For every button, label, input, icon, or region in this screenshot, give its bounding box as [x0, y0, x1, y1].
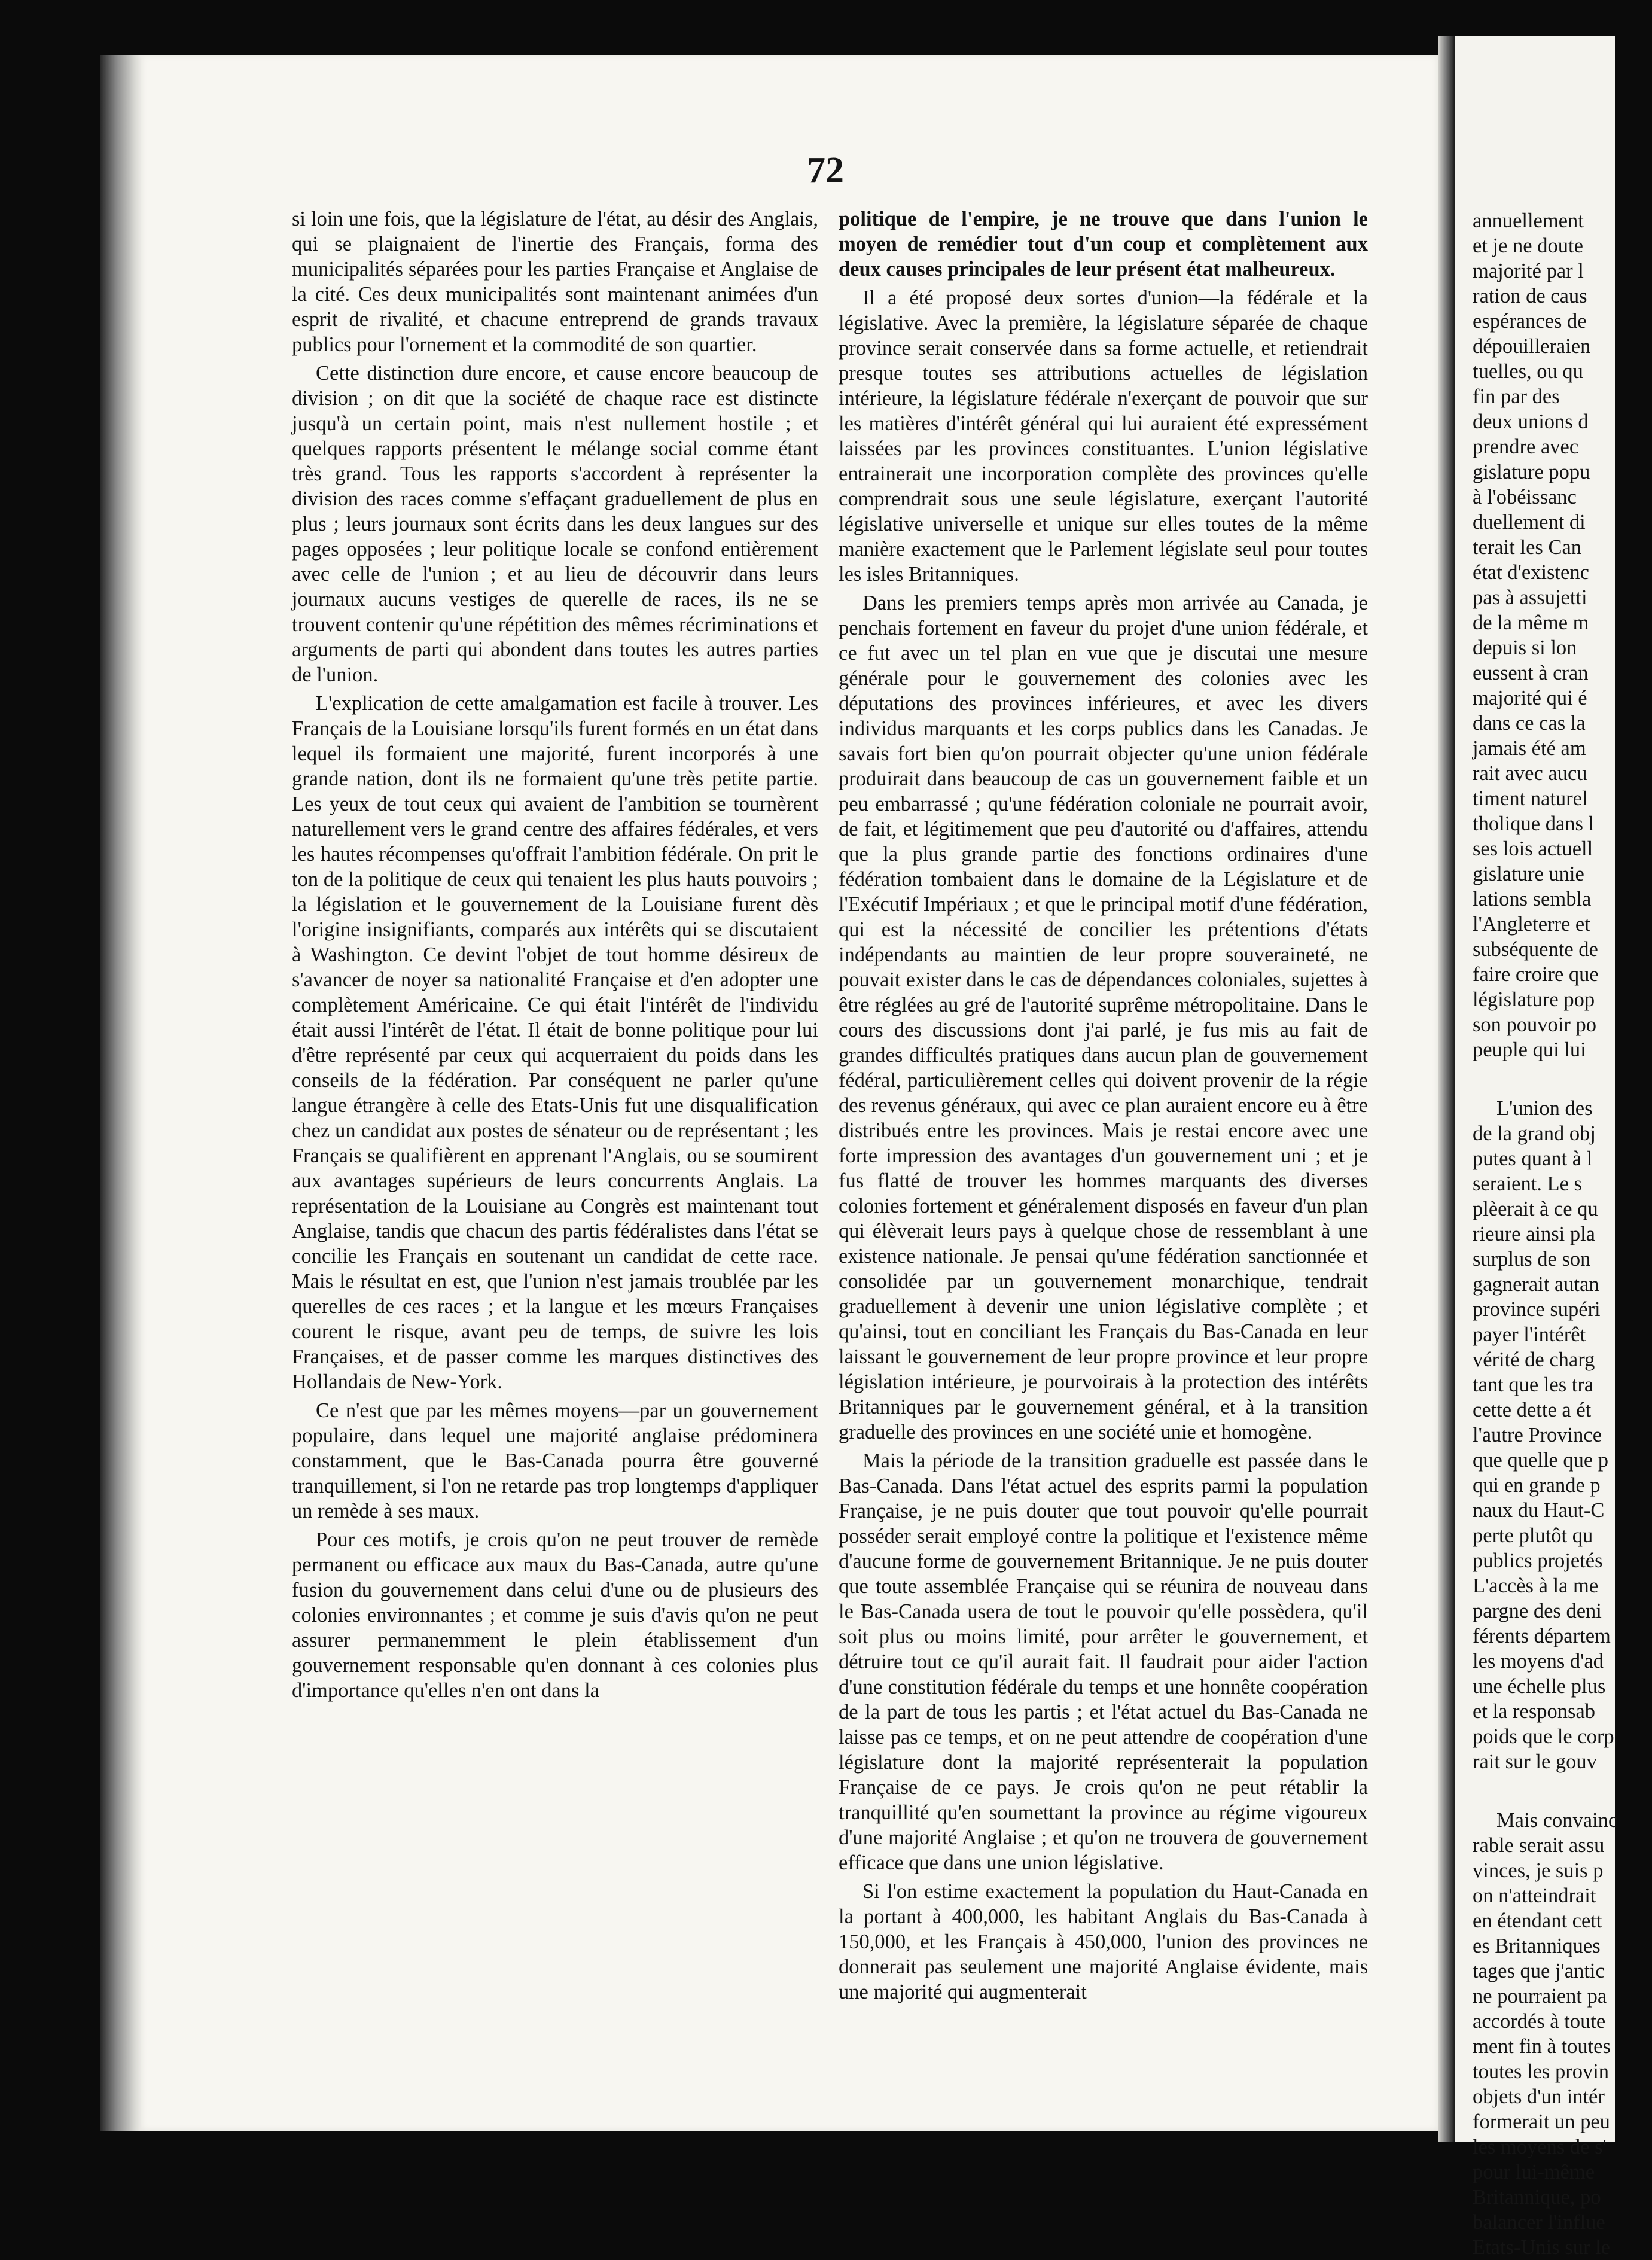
text-line: Mais convainc [1496, 1809, 1618, 1832]
text-line: de la grand obj [1473, 1122, 1596, 1145]
text-line: naux du Haut-C [1473, 1499, 1605, 1522]
text-line: et je ne doute [1473, 234, 1583, 257]
text-line: ration de caus [1473, 285, 1587, 307]
paragraph: politique de l'empire, je ne trouve que dans l'union le moyen de remédier tout d'un coup et complètement aux deux causes principales de leur présent état malheureux. [839, 208, 1368, 281]
paragraph: Si l'on estime exactement la population du Haut-Canada en la portant à 400,000, les habitant Anglais du Bas-Canada à 150,000, et les Français à 450,000, l'union des provinces ne donnerait pas seulement une majorité Anglaise évidente, mais une majorité qui augmenterait [839, 1880, 1368, 2003]
text-line: rable serait assu [1473, 1834, 1605, 1857]
text-line: faire croire que [1473, 963, 1599, 986]
paragraph: L'explication de cette amalgamation est facile à trouver. Les Français de la Louisiane lorsqu'ils furent formés en un état dans lequel ils formaient une majorité, furent incorporés à une grande nation, dont ils ne formaient qu'une très petite partie. Les yeux de tout ceux qui avaient de l'ambition se tournèrent naturellement vers le grand centre des affaires fédérales, et vers les hautes récompenses qu'offrait l'ambition fédérale. On prit le ton de la politique de ceux qui tenaient les plus hauts pouvoirs ; la législation et le gouvernement de la Louisiane furent dès l'origine insignifiants, comparés aux intérêts qui se discutaient à Washington. Ce devint l'objet de tout homme désireux de s'avancer de noyer sa nationalité Française et d'en adopter une complètement Américaine. Ce qui était l'intérêt de l'individu était aussi l'intérêt de l'état. Il était de bonne politique pour lui d'être représenté par ceux qui acquerraient du poids dans les conseils de la fédération. Par conséquent ne parler qu'une langue étrangère à celle des Etats-Unis fut une disqualification chez un candidat aux postes de sénateur ou de représentant ; les Français se qualifièrent en apprenant l'Anglais, ou se soumirent aux avantages supérieurs de leurs concurrents Anglais. La représentation de la Louisiane au Congrès est maintenant tout Anglaise, tandis que chacun des partis fédéralistes dans l'état se concilie les Français en soutenant un candidat de cette race. Mais le résultat en est, que l'union n'est jamais troublée par les querelles de ces races ; et la langue et les mœurs Françaises courent le risque, avant peu de temps, de suivre les lois Françaises, et de passer comme les marques distinctives des Hollandais de New-York. [292, 692, 818, 1393]
text-line: tholique dans l [1473, 812, 1595, 835]
text-line: majorité par l [1473, 260, 1584, 282]
text-line: perte plutôt qu [1473, 1524, 1593, 1547]
right-column [839, 206, 1368, 2008]
text-line: plèerait à ce qu [1473, 1198, 1598, 1220]
text-line: vinces, je suis p [1473, 1859, 1604, 1882]
text-line: son pouvoir po [1473, 1013, 1596, 1036]
text-line: à l'obéissanc [1473, 486, 1577, 508]
text-line: peuple qui lui [1473, 1038, 1586, 1061]
paragraph: si loin une fois, que la législature de l'état, au désir des Anglais, qui se plaignaient de l'inertie des Français, forma des municipalités séparées pour les parties Française et Anglaise de la cité. Ces deux municipalités sont maintenant animées d'un esprit de rivalité, et chacune entreprend de grands travaux publics pour l'ornement et la commodité de son quartier. [292, 208, 818, 356]
text-line: gislature popu [1473, 461, 1590, 483]
text-line: lations sembla [1473, 888, 1592, 910]
left-column [292, 206, 818, 1707]
text-line: subséquente de [1473, 938, 1598, 961]
text-line: espérances de [1473, 310, 1587, 333]
text-line: législature pop [1473, 988, 1595, 1011]
text-line: objets d'un intér [1473, 2085, 1605, 2108]
text-line: état d'existenc [1473, 561, 1589, 584]
text-line: on n'atteindrait [1473, 1884, 1596, 1907]
text-line: dans ce cas la [1473, 712, 1586, 735]
text-line: annuellement [1473, 209, 1584, 232]
paragraph: Dans les premiers temps après mon arrivée au Canada, je penchais fortement en faveur du projet d'une union fédérale, et ce fut avec un tel plan en vue que je discutai une mesure générale pour le gouvernement des colonies avec les députations des provinces inférieures, et avec les divers individus marquants et les corps publics dans les Canadas. Je savais fort bien qu'on pourrait objecter qu'une union fédérale produirait dans beaucoup de cas un gouvernement faible et un peu embarrassé ; qu'une fédération coloniale ne pourrait avoir, de fait, et légitimement que peu d'autorité ou d'affaires, attendu que la plus grande partie des fonctions ordinaires d'une fédération tombaient dans le domaine de la Législature et de l'Exécutif Impériaux ; et que le principal motif d'une fédération, qui est la nécessité de concilier les prétentions d'états indépendants au maintien de leur propre souveraineté, ne pouvait exister dans le cas de dépendances coloniales, sujettes à être réglées au gré de l'autorité suprême métropolitaine. Dans le cours des discussions dont j'ai parlé, je fus mis au fait de grandes difficultés pratiques dans aucun plan de gouvernement fédéral, particulièrement celles qui doivent provenir de la régie des revenus généraux, qui avec ce plan auraient encore eu à être distribués entre les provinces. Mais je restai encore avec une forte impression des avantages d'un gouvernement uni ; et je fus flatté de trouver les hommes marquants des diverses colonies fortement et généralement disposés en faveur d'un plan qui élèverait leurs pays à quelque chose de ressemblant à une existence nationale. Je pensai qu'une fédération sanctionnée et consolidée par un gouvernement monarchique, tendrait graduellement à devenir une union législative complète ; et qu'ainsi, tout en conciliant les Français du Bas-Canada en leur laissant le gouvernement de leur propre province et leur propre législation intérieure, je pourvoirais à la protection des intérêts Britanniques par le gouvernement général, et à la transition graduelle des provinces en une société unie et homogène. [839, 592, 1368, 1443]
text-line: de la même m [1473, 611, 1589, 634]
text-line: en étendant cett [1473, 1909, 1602, 1932]
text-line: dépouilleraien [1473, 335, 1591, 358]
text-line: ses lois actuell [1473, 837, 1593, 860]
text-line: putes quant à l [1473, 1147, 1593, 1170]
text-line: vérité de charg [1473, 1348, 1595, 1371]
paragraph: Pour ces motifs, je crois qu'on ne peut trouver de remède permanent ou efficace aux maux du Bas-Canada, autre qu'une fusion du gouvernement dans celui d'une ou de plusieurs des colonies environnantes ; et comme je suis d'avis qu'on ne peut assurer permanemment le plein établissement d'un gouvernement responsable qu'en donnant à ces colonies plus d'importance qu'elles n'en ont dans la [292, 1528, 818, 1702]
text-line: Etats-Unis sur le [1473, 2236, 1610, 2259]
paragraph: Il a été proposé deux sortes d'union—la fédérale et la législative. Avec la première, la législature séparée de chaque province serait conservée dans sa forme actuelle, et retiendrait presque toutes ses attributions actuelles de législation intérieure, la législature fédérale n'exerçant de pouvoir que sur les matières d'intérêt général qui lui auraient été expressément laissées par les provinces constituantes. L'union législative entrainerait une incorporation complète des provinces qu'elle comprendrait sous une seule législature, exerçant l'autorité législative universelle et unique sur elles toutes de la même manière exactement que le Parlement législate seul pour toutes les isles Britanniques. [839, 287, 1368, 586]
text-line: Britannique, po [1473, 2186, 1601, 2209]
text-line: qui en grande p [1473, 1474, 1601, 1497]
text-line: les moyens de s' [1473, 2136, 1607, 2158]
text-line: eussent à cran [1473, 662, 1589, 684]
text-line: prendre avec [1473, 435, 1579, 458]
text-line: payer l'intérêt [1473, 1323, 1586, 1346]
text-line: toutes les provin [1473, 2060, 1610, 2083]
text-line: timent naturel [1473, 787, 1588, 810]
text-line: ment fin à toutes [1473, 2035, 1611, 2058]
text-line: pargne des deni [1473, 1600, 1602, 1622]
text-line: l'Angleterre et [1473, 913, 1590, 936]
text-line: férents départem [1473, 1625, 1611, 1647]
paragraph: Mais la période de la transition graduelle est passée dans le Bas-Canada. Dans l'état actuel des esprits parmi la population Française, je ne puis douter que tout pouvoir qu'elle pourrait posséder serait employé contre la politique et l'existence même d'aucune forme de gouvernement Britannique. Je ne puis douter que toute assemblée Française qui se réunira de nouveau dans le Bas-Canada usera de tout le pouvoir qu'elle possèdera, qu'il soit plus ou moins limité, pour arrêter le gouvernement, et détruire tout ce qu'il aurait fait. Il faudrait pour aider l'action d'une constitution fédérale du temps et une honnête coopération de la part de tous les partis ; et l'état actuel du Bas-Canada ne laisse pas ce temps, et on ne peut attendre de coopération d'une législature dont la majorité représenterait la population Française de ce pays. Je crois qu'on ne peut rétablir la tranquillité qu'en soumettant la province au régime vigoureux d'une majorité Anglaise ; et qu'on ne trouvera de gouvernement efficace que dans une union législative. [839, 1449, 1368, 1874]
text-line: es Britanniques [1473, 1935, 1601, 1957]
paragraph: Ce n'est que par les mêmes moyens—par un gouvernement populaire, dans lequel une majorité anglaise prédominera constamment, que le Bas-Canada pourra être gouverné tranquillement, si l'on ne retarde pas trop longtemps d'appliquer un remède à ses maux. [292, 1399, 818, 1522]
paragraph: Cette distinction dure encore, et cause encore beaucoup de division ; on dit que la société de chaque race est distincte jusqu'à un certain point, mais n'est nullement hostile ; et quelques rapports présentent le mélange social comme étant très grand. Tous les rapports s'accordent à représenter la division des races comme s'effaçant graduellement de plus en plus ; leurs journaux sont écrits dans les deux langues sur des pages opposées ; leur politique locale se confond entièrement avec celle de l'union ; et au lieu de découvrir dans leurs journaux aucuns vestiges de querelle de races, ils ne se trouvent contenir qu'une répétition des mêmes récriminations et arguments de parti qui abondent dans toutes les autres parties de l'union. [292, 362, 818, 686]
text-line: fin par des [1473, 385, 1560, 408]
binding-shadow-right [1438, 36, 1455, 2142]
text-line: gislature unie [1473, 863, 1584, 885]
text-line: terait les Can [1473, 536, 1582, 559]
text-line: rait avec aucu [1473, 762, 1587, 785]
text-line: cette dette a ét [1473, 1399, 1592, 1421]
text-line: L'union des [1496, 1097, 1593, 1120]
text-line: pour lui-même [1473, 2161, 1595, 2183]
text-line: rieure ainsi pla [1473, 1223, 1595, 1245]
text-line: deux unions d [1473, 410, 1589, 433]
text-line: balancer l'influe [1473, 2211, 1605, 2234]
text-line: depuis si lon [1473, 636, 1577, 659]
text-line: majorité qui é [1473, 687, 1587, 709]
text-line: tuelles, ou qu [1473, 360, 1583, 383]
next-page-text [1473, 208, 1652, 2260]
text-line: et la responsab [1473, 1700, 1596, 1723]
text-line: tant que les tra [1473, 1373, 1594, 1396]
text-line: les moyens d'ad [1473, 1650, 1604, 1673]
text-line: ne pourraient pa [1473, 1985, 1607, 2008]
binding-shadow-left [100, 55, 141, 2131]
text-line: seraient. Le s [1473, 1172, 1582, 1195]
text-line: accordés à toute [1473, 2010, 1606, 2033]
text-line: publics projetés [1473, 1549, 1603, 1572]
text-line: rait sur le gouv [1473, 1750, 1597, 1773]
text-line: l'autre Province [1473, 1424, 1602, 1446]
text-line: une échelle plus [1473, 1675, 1606, 1698]
next-page-edge [1455, 36, 1618, 2259]
text-line: jamais été am [1473, 737, 1586, 760]
text-line: surplus de son [1473, 1248, 1591, 1271]
text-line: province supéri [1473, 1298, 1601, 1321]
text-line: pas à assujetti [1473, 586, 1587, 609]
text-line: gagnerait autan [1473, 1273, 1599, 1296]
text-line: L'accès à la me [1473, 1574, 1599, 1597]
text-line: que quelle que p [1473, 1449, 1609, 1472]
text-line: tages que j'antic [1473, 1960, 1605, 1982]
text-line: formerait un peu [1473, 2110, 1610, 2133]
page-number: 72 [807, 150, 844, 191]
text-line: poids que le corp [1473, 1725, 1614, 1748]
text-line: duellement di [1473, 511, 1586, 534]
